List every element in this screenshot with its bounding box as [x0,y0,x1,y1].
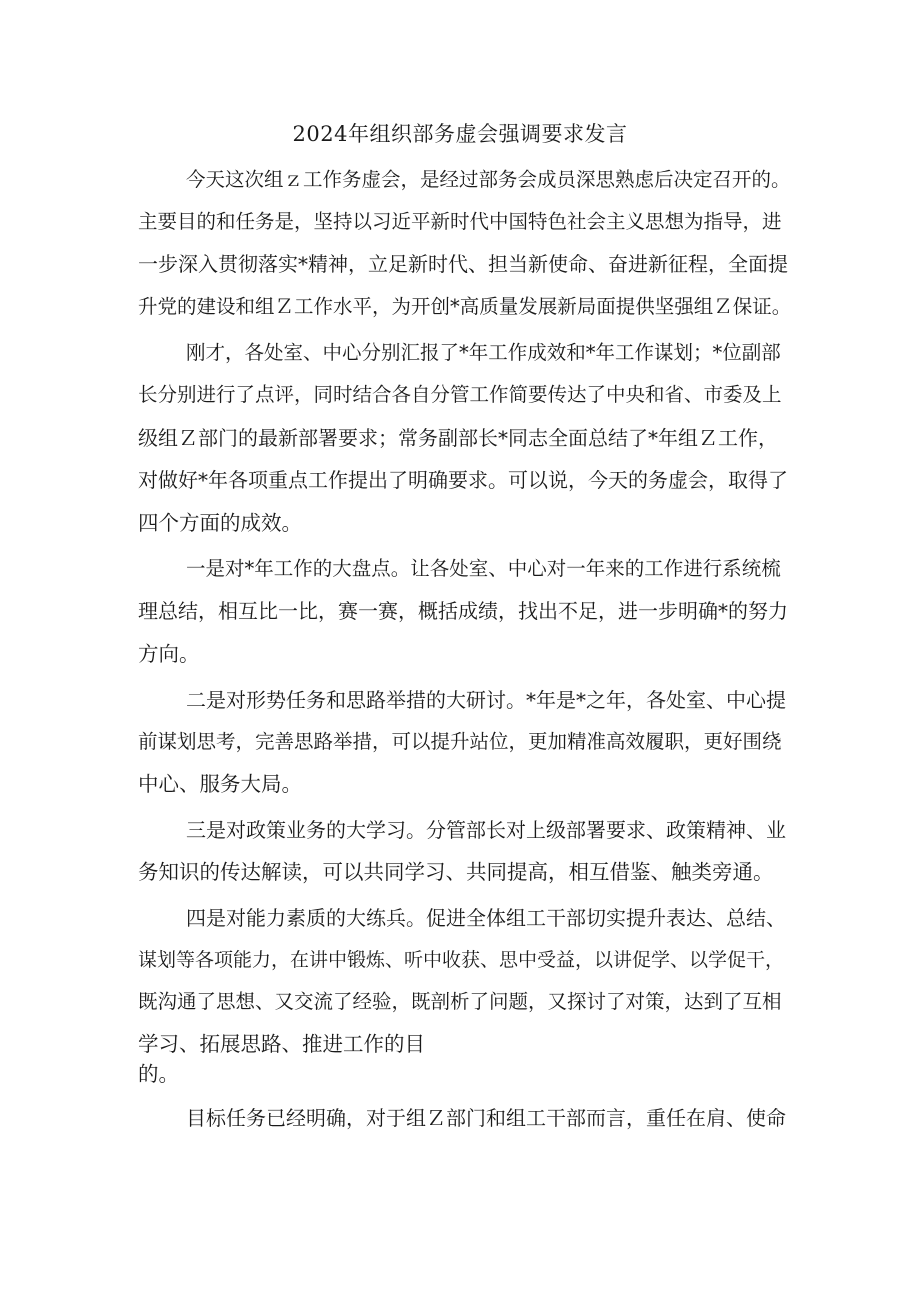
text-line: 一是对*年工作的大盘点。让各处室、中心对一年来的工作进行系统梳 [186,557,781,580]
text-line: 四是对能力素质的大练兵。促进全体组工干部切实提升表达、总结、 [186,906,786,930]
text-line: 一步深入贯彻落实*精神，立足新时代、担当新使命、奋进新征程，全面提 [138,252,788,276]
text-line: 的。 [138,1062,179,1086]
text-line: 主要目的和任务是，坚持以习近平新时代中国特色社会主义思想为指导，进 [138,210,782,233]
text-line: 理总结，相互比一比，赛一赛，概括成绩，找出不足，进一步明确*的努力 [138,599,788,623]
text-line: 长分别进行了点评，同时结合各自分管工作简要传达了中央和省、市委及上 [138,383,782,406]
text-line: 目标任务已经明确，对于组Ｚ部门和组工干部而言，重任在肩、使命 [186,1106,786,1130]
text-line: 今天这次组ｚ工作务虚会，是经过部务会成员深思熟虑后决定召开的。 [186,168,791,191]
text-line: 谋划等各项能力，在讲中锻炼、听中收获、思中受益，以讲促学、以学促干， [138,949,785,971]
text-line: 级组Ｚ部门的最新部署要求；常务副部长*同志全面总结了*年组Ｚ工作， [138,426,778,450]
document-title: 2024年组织部务虚会强调要求发言 [292,122,628,146]
text-line: 四个方面的成效。 [138,511,302,535]
text-line: 学习、拓展思路、推进工作的目 [138,1032,425,1056]
text-line: 前谋划思考，完善思路举措，可以提升站位，更加精准高效履职，更好围绕 [138,730,782,753]
text-line: 刚才，各处室、中心分别汇报了*年工作成效和*年工作谋划；*位副部 [186,341,781,364]
text-line: 既沟通了思想、又交流了经验，既剖析了问题，又探讨了对策，达到了互相 [138,990,782,1013]
text-line: 升党的建设和组Ｚ工作水平，为开创*高质量发展新局面提供坚强组Ｚ保证。 [138,295,792,318]
text-line: 务知识的传达解读，可以共同学习、共同提高，相互借鉴、触类旁通。 [138,860,774,884]
text-line: 二是对形势任务和思路举措的大研讨。*年是*之年，各处室、中心提 [186,688,786,712]
text-line: 三是对政策业务的大学习。分管部长对上级部署要求、政策精神、业 [186,818,786,842]
text-line: 方向。 [138,642,200,666]
text-line: 中心、服务大局。 [138,772,302,796]
text-line: 对做好*年各项重点工作提出了明确要求。可以说，今天的务虚会，取得了 [138,468,788,492]
